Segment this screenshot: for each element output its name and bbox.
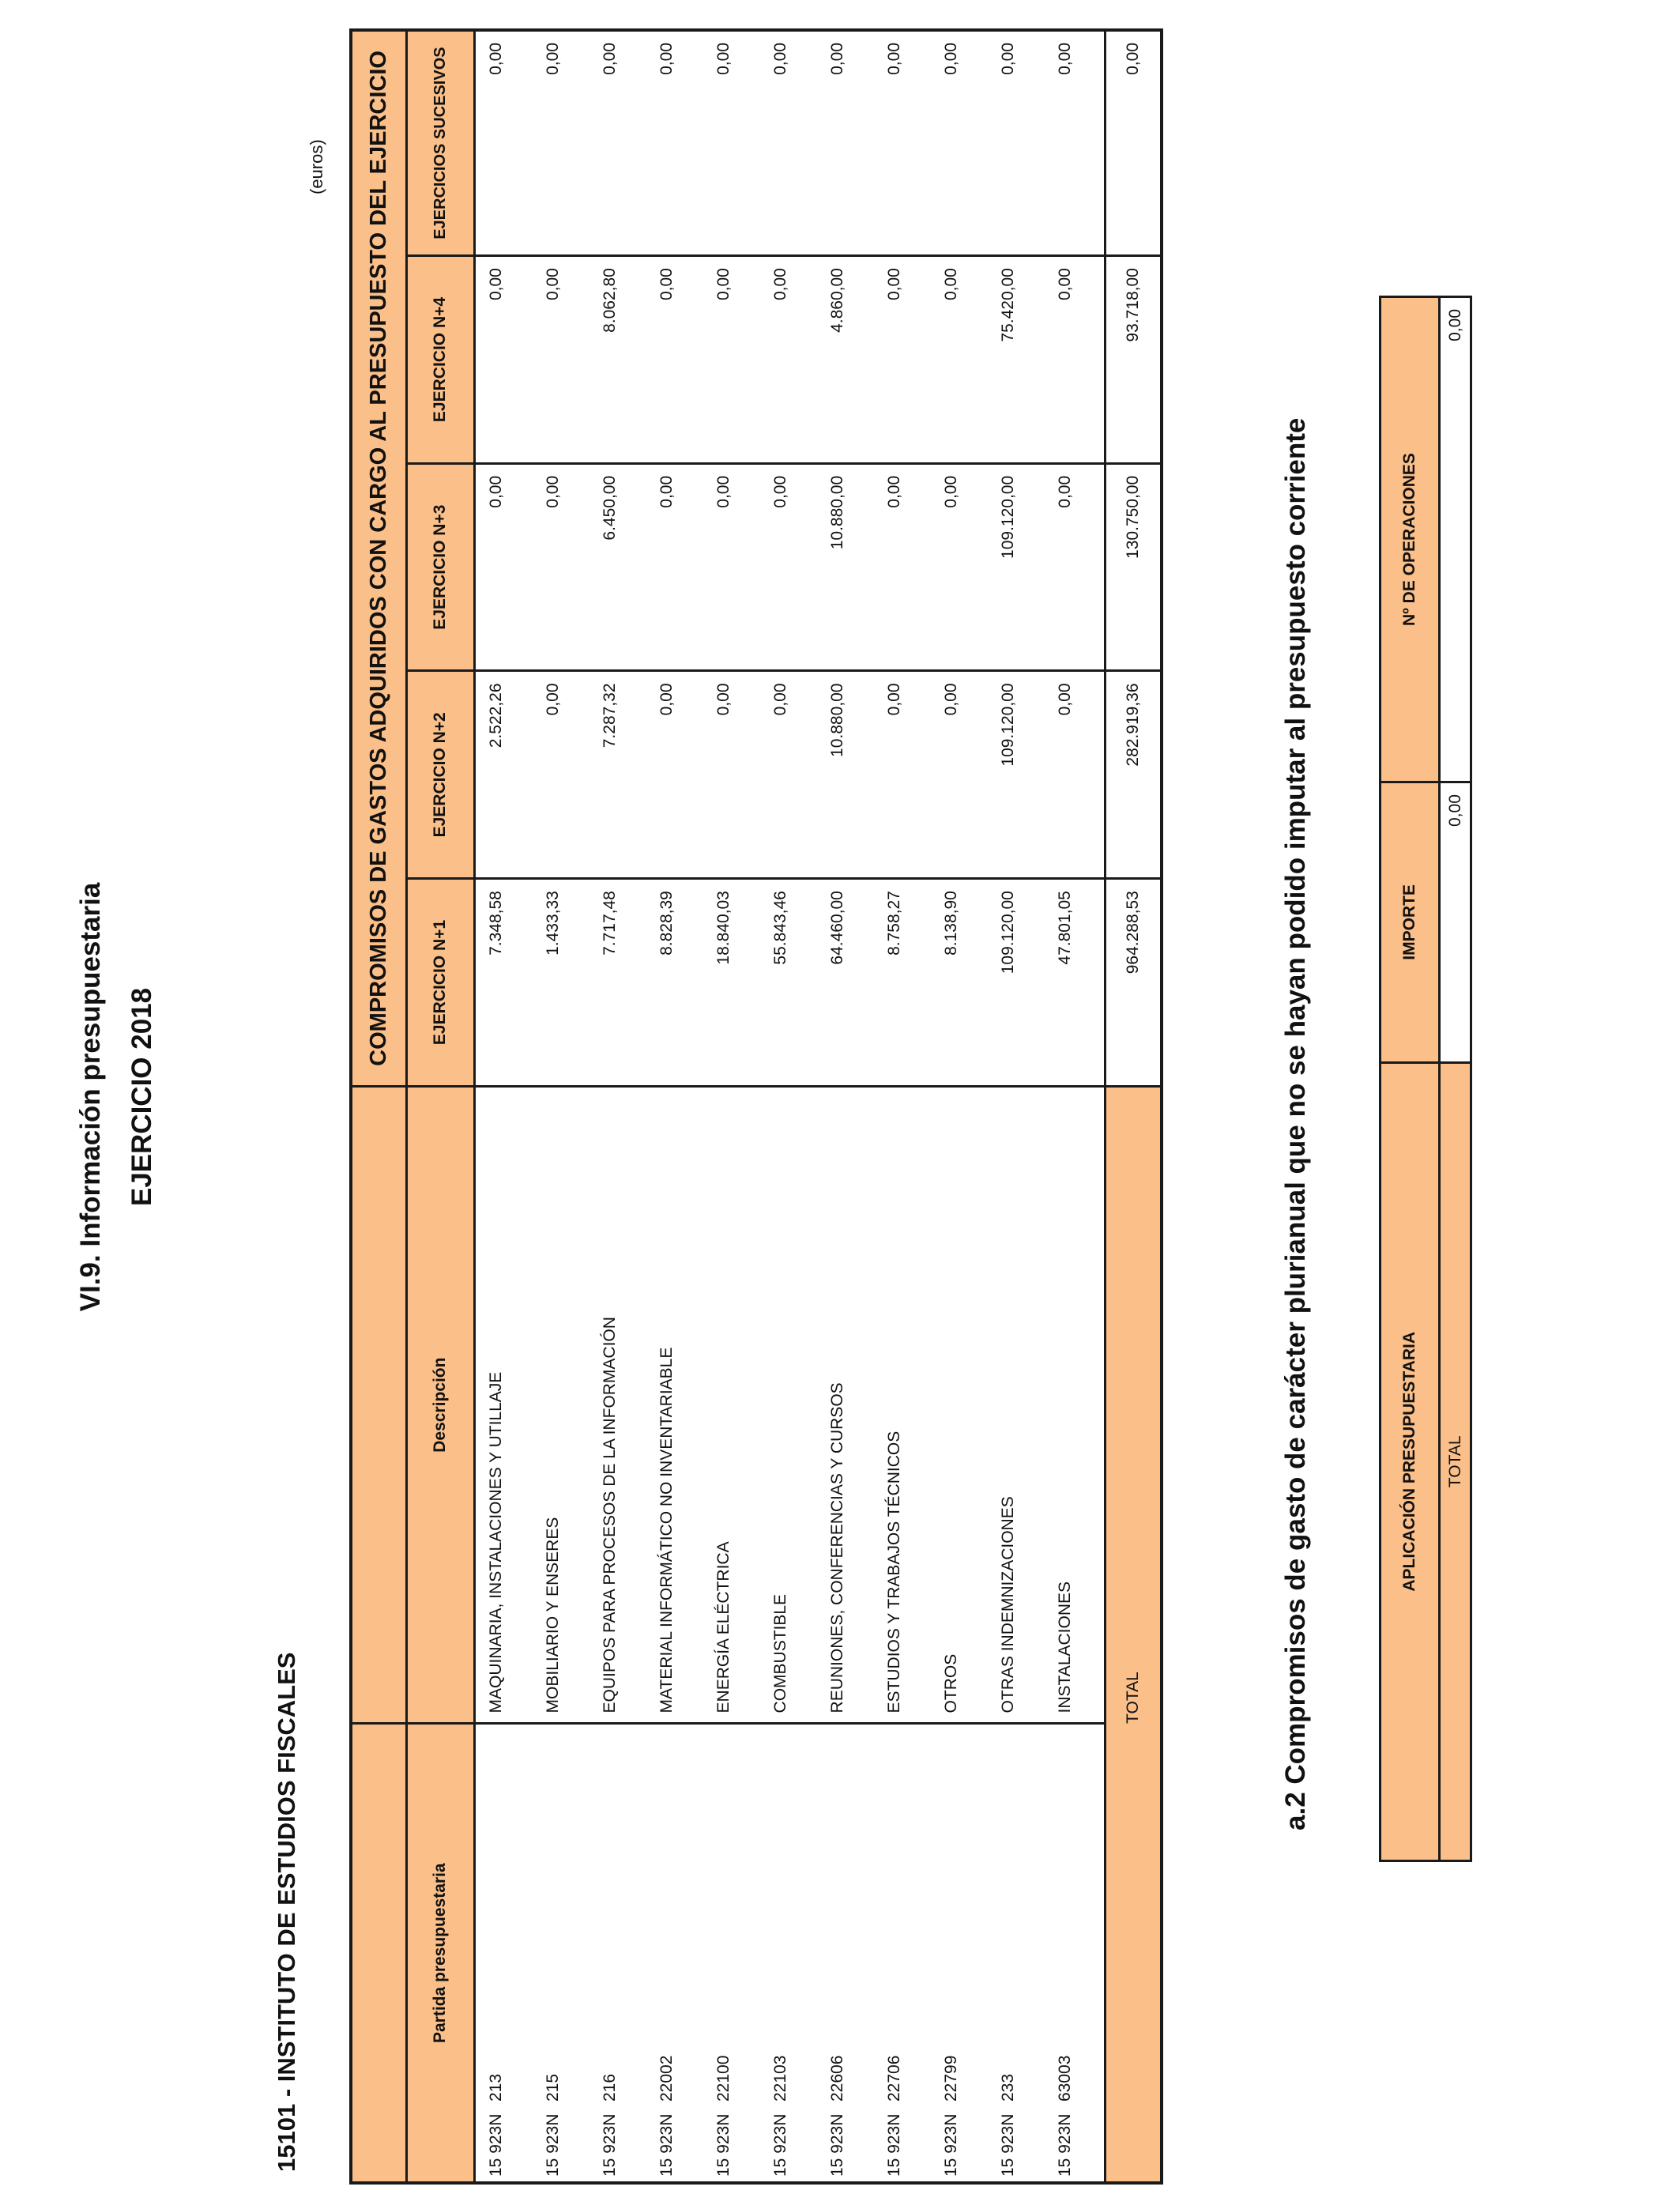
- n3-cell: 10.880,00: [820, 463, 877, 671]
- program-code: 15 923N: [486, 2113, 505, 2177]
- program-code: 15 923N: [657, 2113, 676, 2177]
- total-n3: 130.750,00: [1105, 463, 1162, 671]
- partida-cell: [877, 1724, 934, 2183]
- description-cell: MOBILIARIO Y ENSERES: [536, 1086, 593, 1724]
- n4-cell: 0,00: [1048, 256, 1105, 464]
- n3-cell: 0,00: [877, 463, 934, 671]
- organization-name: 15101 - INSTITUTO DE ESTUDIOS FISCALES: [273, 1652, 300, 2172]
- program-code: 15 923N: [885, 2113, 903, 2177]
- commitments-table: [349, 28, 1163, 2185]
- n4-cell: 75.420,00: [991, 256, 1048, 464]
- n1-cell: 8.758,27: [877, 879, 934, 1087]
- n4-cell: 0,00: [536, 256, 593, 464]
- partida-cell: [991, 1724, 1048, 2183]
- n1-cell: 8.828,39: [650, 879, 706, 1087]
- a2-total-row: [1440, 297, 1471, 1861]
- program-code: 15 923N: [601, 2113, 619, 2177]
- n2-cell: 0,00: [763, 671, 820, 879]
- n4-cell: 0,00: [763, 256, 820, 464]
- n2-cell: 0,00: [650, 671, 706, 879]
- n2-cell: 109.120,00: [991, 671, 1048, 879]
- n3-cell: 0,00: [934, 463, 991, 671]
- description-cell: OTRAS INDEMNIZACIONES: [991, 1086, 1048, 1724]
- total-label-cell: [1105, 1724, 1162, 2183]
- description-cell: MAQUINARIA, INSTALACIONES Y UTILLAJE: [474, 1086, 536, 1724]
- program-code: 15 923N: [999, 2113, 1017, 2177]
- n1-cell: 7.717,48: [593, 879, 650, 1087]
- partida-cell: [536, 1724, 593, 2183]
- sucesivos-cell: 0,00: [877, 30, 934, 256]
- n3-cell: 0,00: [650, 463, 706, 671]
- n3-cell: 6.450,00: [593, 463, 650, 671]
- n1-cell: 7.348,58: [474, 879, 536, 1087]
- a2-table: [1379, 296, 1472, 1862]
- total-row: [1105, 30, 1162, 2183]
- concept-code: 63003: [1056, 2055, 1074, 2102]
- table-row: [763, 30, 820, 2183]
- description-cell: ENERGÍA ELÉCTRICA: [706, 1086, 763, 1724]
- column-header-partida: Partida presupuestaria: [406, 1724, 474, 2183]
- sucesivos-cell: 0,00: [820, 30, 877, 256]
- total-n2: 282.919,36: [1105, 671, 1162, 879]
- partida-cell: [763, 1724, 820, 2183]
- table-row: [820, 30, 877, 2183]
- header-blank: [351, 1724, 406, 2183]
- partida-cell: [650, 1724, 706, 2183]
- n2-cell: 0,00: [877, 671, 934, 879]
- n4-cell: 0,00: [877, 256, 934, 464]
- partida-cell: [1048, 1724, 1105, 2183]
- program-code: 15 923N: [714, 2113, 733, 2177]
- total-label: TOTAL: [1105, 1086, 1162, 1724]
- program-code: 15 923N: [544, 2113, 562, 2177]
- concept-code: 215: [544, 2073, 562, 2102]
- partida-cell: [706, 1724, 763, 2183]
- description-cell: ESTUDIOS Y TRABAJOS TÉCNICOS: [877, 1086, 934, 1724]
- n4-cell: 8.062,80: [593, 256, 650, 464]
- concept-code: 22706: [885, 2055, 903, 2102]
- table-row: [1048, 30, 1105, 2183]
- n4-cell: 0,00: [474, 256, 536, 464]
- concept-code: 22606: [828, 2055, 846, 2102]
- sucesivos-cell: 0,00: [706, 30, 763, 256]
- partida-cell: [820, 1724, 877, 2183]
- group-header: COMPROMISOS DE GASTOS ADQUIRIDOS CON CARGO AL PRESUPUESTO DEL EJERCICIO: [351, 30, 406, 1086]
- n1-cell: 109.120,00: [991, 879, 1048, 1087]
- a2-header-aplicacion: APLICACIÓN PRESUPUESTARIA: [1381, 1062, 1440, 1860]
- partida-cell: [474, 1724, 536, 2183]
- a2-total-label: TOTAL: [1440, 1062, 1471, 1860]
- table-row: [536, 30, 593, 2183]
- column-header-n1: EJERCICIO N+1: [406, 879, 474, 1087]
- description-cell: COMBUSTIBLE: [763, 1086, 820, 1724]
- table-row: [650, 30, 706, 2183]
- program-code: 15 923N: [942, 2113, 960, 2177]
- n3-cell: 0,00: [763, 463, 820, 671]
- column-header-n3: EJERCICIO N+3: [406, 463, 474, 671]
- n3-cell: 0,00: [1048, 463, 1105, 671]
- table-row: [991, 30, 1048, 2183]
- a2-header-operaciones: Nº DE OPERACIONES: [1381, 297, 1440, 782]
- n2-cell: 0,00: [536, 671, 593, 879]
- table-row: [934, 30, 991, 2183]
- n2-cell: 0,00: [706, 671, 763, 879]
- sucesivos-cell: 0,00: [763, 30, 820, 256]
- concept-code: 22002: [657, 2055, 676, 2102]
- sucesivos-cell: 0,00: [593, 30, 650, 256]
- n3-cell: 0,00: [706, 463, 763, 671]
- a2-total-operaciones: 0,00: [1440, 297, 1471, 782]
- program-code: 15 923N: [828, 2113, 846, 2177]
- a2-header-importe: IMPORTE: [1381, 782, 1440, 1062]
- concept-code: 216: [601, 2073, 619, 2102]
- sucesivos-cell: 0,00: [650, 30, 706, 256]
- program-code: 15 923N: [771, 2113, 789, 2177]
- table-row: [706, 30, 763, 2183]
- total-n1: 964.288,53: [1105, 879, 1162, 1087]
- concept-code: 22100: [714, 2055, 733, 2102]
- n1-cell: 47.801,05: [1048, 879, 1105, 1087]
- a2-total-importe: 0,00: [1440, 782, 1471, 1062]
- n2-cell: 0,00: [934, 671, 991, 879]
- table-row: [474, 30, 536, 2183]
- total-n4: 93.718,00: [1105, 256, 1162, 464]
- description-cell: REUNIONES, CONFERENCIAS Y CURSOS: [820, 1086, 877, 1724]
- description-cell: MATERIAL INFORMÁTICO NO INVENTARIABLE: [650, 1086, 706, 1724]
- sucesivos-cell: 0,00: [991, 30, 1048, 256]
- n2-cell: 2.522,26: [474, 671, 536, 879]
- n4-cell: 0,00: [934, 256, 991, 464]
- column-header-n2: EJERCICIO N+2: [406, 671, 474, 879]
- sucesivos-cell: 0,00: [536, 30, 593, 256]
- column-header-sucesivos: EJERCICIOS SUCESIVOS: [406, 30, 474, 256]
- partida-cell: [934, 1724, 991, 2183]
- n3-cell: 0,00: [474, 463, 536, 671]
- n2-cell: 10.880,00: [820, 671, 877, 879]
- total-sucesivos: 0,00: [1105, 30, 1162, 256]
- currency-unit-label: (euros): [307, 139, 326, 194]
- program-code: 15 923N: [1056, 2113, 1074, 2177]
- n4-cell: 0,00: [706, 256, 763, 464]
- n4-cell: 4.860,00: [820, 256, 877, 464]
- n1-cell: 8.138,90: [934, 879, 991, 1087]
- n1-cell: 18.840,03: [706, 879, 763, 1087]
- column-header-n4: EJERCICIO N+4: [406, 256, 474, 464]
- n1-cell: 64.460,00: [820, 879, 877, 1087]
- column-header-descripcion: Descripción: [406, 1086, 474, 1724]
- n4-cell: 0,00: [650, 256, 706, 464]
- partida-cell: [593, 1724, 650, 2183]
- concept-code: 233: [999, 2073, 1017, 2102]
- document-title: VI.9. Información presupuestaria: [75, 882, 106, 1312]
- n3-cell: 109.120,00: [991, 463, 1048, 671]
- n1-cell: 1.433,33: [536, 879, 593, 1087]
- sucesivos-cell: 0,00: [934, 30, 991, 256]
- description-cell: INSTALACIONES: [1048, 1086, 1105, 1724]
- description-cell: OTROS: [934, 1086, 991, 1724]
- header-blank: [351, 1086, 406, 1724]
- concept-code: 213: [486, 2073, 505, 2102]
- n1-cell: 55.843,46: [763, 879, 820, 1087]
- n2-cell: 7.287,32: [593, 671, 650, 879]
- sucesivos-cell: 0,00: [1048, 30, 1105, 256]
- sucesivos-cell: 0,00: [474, 30, 536, 256]
- table-row: [593, 30, 650, 2183]
- description-cell: EQUIPOS PARA PROCESOS DE LA INFORMACIÓN: [593, 1086, 650, 1724]
- concept-code: 22103: [771, 2055, 789, 2102]
- n3-cell: 0,00: [536, 463, 593, 671]
- concept-code: 22799: [942, 2055, 960, 2102]
- fiscal-year-title: EJERCICIO 2018: [126, 987, 157, 1207]
- n2-cell: 0,00: [1048, 671, 1105, 879]
- table-row: [877, 30, 934, 2183]
- section-a2-title: a.2 Compromisos de gasto de carácter plurianual que no se hayan podido imputar al presupuesto corriente: [1280, 417, 1311, 1830]
